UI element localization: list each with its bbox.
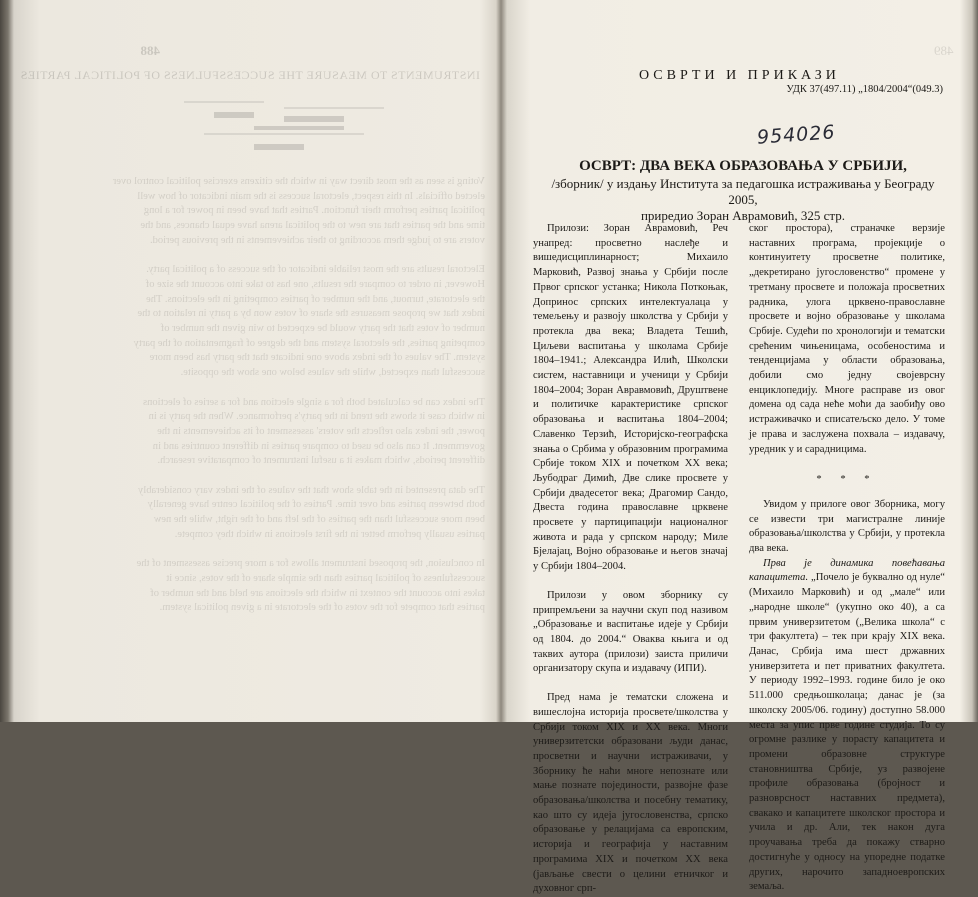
left-formula-ghost bbox=[164, 90, 404, 160]
body-paragraph: Прва је динамика повећавања капацитета. „Почело је буквално од нуле“ (Михаило Марковић) и од „мале“ или „народне школе“ (укупно око 40), а са првим универзитетом („Велика школа“ с три факултета) – тек при крају XIX века. Данас, Србија има шест државних универзитета и пет приватних факултета. У периоду 1992–1993. године било је око 511.000 средњошколаца; данас је (за школску 2005/06. годину) доступно 58.000 места за упис прве године студија. То су огромне разлике у порасту капацитета и промени образовне структуре становништва Србије, уз развојене профиле образовања (бројност и разноврсност наставних предмета), свакако и капацитете школског простора и учила и др. Али, тек након дуга проучавања треба да покажу стварно достигнуће у односу на упоредне податке других, нарочито западноевропских земаља. bbox=[749, 557, 945, 893]
body-paragraph: ског простора), страначке верзије наставних програма, пројекције о континуитету просветне политике, „декретирано југословенство“ промене у третману просвете и положаја просветних радника, улога црквено-православне просвете и војно образовање у школама Србије. Судећи по хронологији и тематски срећеним чињеницама, особеностима и тенденцијама у области образовања, добили смо једну својеврсну енциклопедију. Многе расправе из овог домена од сада неће моћи да заобиђу ово истраживачко и списатељско дело. У томе је права и заслужена похвала – издавачу, уредник у и сарадницима. bbox=[749, 223, 945, 455]
udk-code: УДК 37(497.11) „1804/2004“(049.3) bbox=[786, 84, 943, 95]
right-page-number: 489 bbox=[933, 43, 953, 58]
handwritten-inventory-number: 954026 bbox=[756, 121, 837, 149]
article-title: ОСВРТ: ДВА ВЕКА ОБРАЗОВАЊА У СРБИЈИ, bbox=[579, 158, 907, 174]
body-paragraph: Прилози у овом зборнику су припремљени за научни скуп под називом „Образовање и васпитање идеје у Србији од 1804. до 2004.“ Оваква књига и од таквих аутора (прилози) заиста приличи организатору скупа и издавачу (ИПИ). bbox=[533, 589, 728, 675]
contributors-paragraph: Прилози: Зоран Аврамовић, Реч унапред: просветно наслеђе и вишедисциплинарност; Михаило Марковић, Развој знања у Србији после Првог српског устанка; Никола Поткоњак, Допринос српских интелектуалаца у темељењу и развоју школства у Србији у протекла два века; Владета Тешић, Циљеви васпитања у школама Србије 1804–1941.; Александра Илић, Школски систем, наставници и ученици у Србији 1804–2004; Зоран Авравмовић, Друштвене и политичке карактеристике српског образовања и васпитања 1804–2004; Славенко Терзић, Историјско-географска знања о Србима у образовним програмима Србије током XIX и почетком XX века; Љубодраг Димић, Две слике просвете у Србији двадесетог века; Драгомир Сандо, Двеста година православне црквене просвете у партиципацији националног живота и рада у српском народу; Миле Бјелајац, Војно образовање и његов значај у Србији 1804–2004. bbox=[533, 223, 728, 573]
section-separator: * * * bbox=[816, 474, 878, 486]
text-column-right bbox=[749, 222, 945, 895]
text-column-left bbox=[533, 222, 728, 897]
right-bleed-ghost bbox=[533, 92, 718, 152]
article-subtitle bbox=[543, 176, 943, 224]
section-title: ОСВРТИ И ПРИКАЗИ bbox=[639, 68, 840, 83]
left-page bbox=[14, 0, 496, 722]
subtitle-line-2: приредио Зоран Аврамовић, 325 стр. bbox=[640, 208, 846, 223]
body-paragraph: Пред нама је тематски сложена и вишеслојна историја просвете/школства у Србији током XIX и XX века. Многи универзитетски образовани људи данас, просветни и научни истраживачи, у Зборнику ће наћи многе непознате или мање познате појединости, развојне фазе образовања/школства и посебну тематику, као што су идеја југословенства, српско образовање у релацијама са европским, историја и географија у наставним програмима XIX и почетком XX века (јављање свести о целини етничког и духовног срп- bbox=[533, 692, 728, 895]
body-paragraph: Увидом у прилоге овог Зборника, могу се извести три магистралне линије образовања/школства у Србији, у протекла два века. bbox=[749, 498, 945, 555]
italic-lead: Прва је динамика повећавања капацитета. bbox=[749, 557, 945, 584]
left-running-header: INSTRUMENTS TO MEASURE THE SUCCESSFULNESS OF POLITICAL PARTIES bbox=[20, 68, 480, 82]
subtitle-line-1: /зборник/ у издању Института за педагошка истраживања у Београду 2005, bbox=[551, 176, 935, 207]
left-page-number: 488 bbox=[140, 43, 160, 58]
left-body-text: Voting is seen as the most direct way in which the citizens exercise political control over elected officials. In this respect, electoral success is the main indicator of how well political parties perform their function. Parties that have been in power for a long time and the parties that are new to the political arena have equal chances, and the voters are to judge them according to their achievements in the previous period. Electoral results are the most reliable indicator of the success of a political party. However, in order to compare the results, one has to take into account the size of the electorate, turnout, and the number of parties competing in the elections. The index that we propose measures the share of votes won by a party in relation to the number of votes that the party would be expected to win given the number of competing parties, the electoral system and the degree of fragmentation of the party system. The values of the index above one indicate that the party has been more successful than expected, while the values below one show the opposite. The index can be calculated both for a single election and for a series of elections in which case it shows the trend in the party's performance. When the party is in power, the index also reflects the voters' assessment of its achievements in the government. It can also be used to compare parties in different countries and in different periods, which makes it a useful instrument of comparative research. The data presented in the table show that the values of the index vary considerably both between parties and over time. Parties of the political centre have generally been more successful than the parties of the left and of the right, while the new parties usually perform better in the first elections in which they compete. In conclusion, the proposed instrument allows for a more precise assessment of the successfulness of political parties than the simple share of the votes, since it takes into account the context in which the elections are held and the number of parties that compete for the votes of the electorate in a given political system. bbox=[112, 176, 485, 614]
right-page bbox=[503, 0, 971, 895]
